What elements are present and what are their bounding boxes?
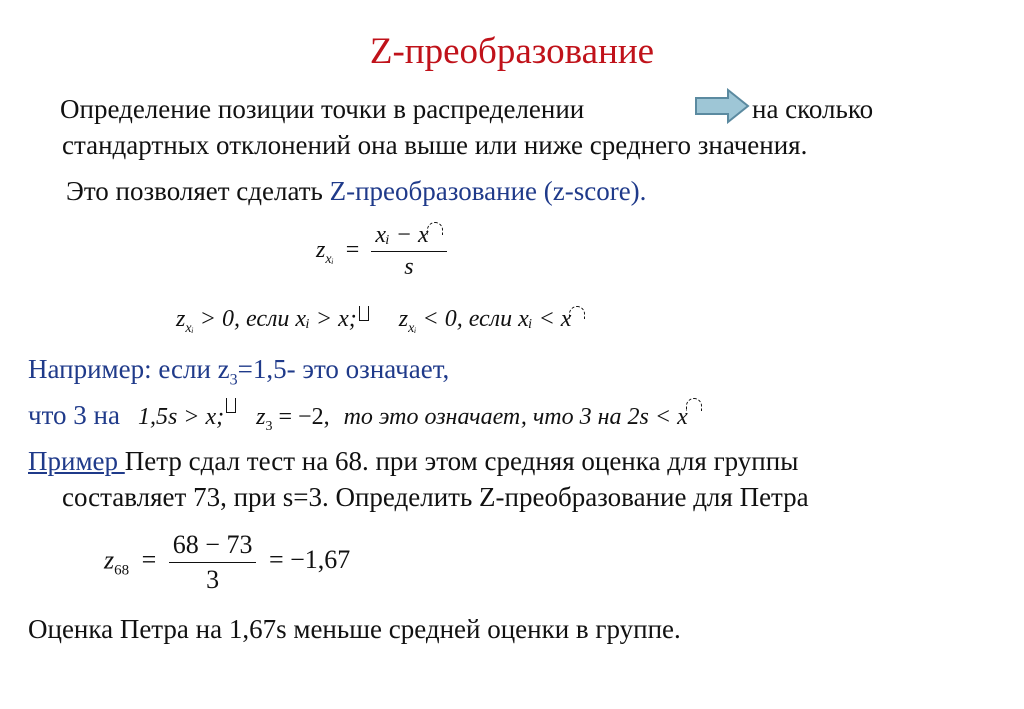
intro-line-1 — [60, 92, 584, 126]
formula-numerator-text: xᵢ − x — [375, 222, 429, 248]
example1-math2-sub: 3 — [265, 418, 273, 434]
formula-lhs-sub: xᵢ — [325, 251, 334, 267]
cond1-z: z — [176, 306, 186, 332]
example1-a: Например: если z — [28, 354, 230, 384]
formula-eq: = — [345, 237, 360, 264]
cond1-rest: > 0, если xᵢ > x; — [199, 306, 357, 332]
conditions-line — [176, 306, 585, 337]
formula2-eq: = — [141, 545, 157, 575]
example1-math1 — [138, 404, 236, 430]
mean-box-mark-2 — [226, 398, 236, 413]
formula2-result: = −1,67 — [268, 545, 351, 575]
formula2-lhs: z — [104, 545, 115, 575]
intro-line-1-b: на сколько — [752, 94, 874, 124]
formula-denominator: s — [404, 254, 414, 280]
example2-line-1 — [28, 444, 798, 478]
intro-line-3-a: Это позволяет сделать — [66, 176, 323, 206]
formula-lhs: z — [316, 237, 326, 264]
formula2-fraction — [169, 530, 257, 595]
example1-b: =1,5- это означает, — [237, 354, 450, 384]
cond1-sub: xᵢ — [185, 320, 194, 336]
intro-line-3-b: Z-преобразование (z-score). — [329, 176, 647, 206]
example1-math3 — [344, 404, 702, 430]
example1-math2 — [256, 404, 330, 434]
example1-math2-b: = −2, — [278, 404, 330, 430]
cond2-z: z — [398, 306, 409, 332]
intro-line-3 — [66, 174, 646, 208]
formula-z-score — [316, 222, 447, 281]
formula-z68 — [104, 530, 350, 595]
intro-line-1-a: Определение позиции точки в распределении — [60, 94, 585, 124]
formula-fraction — [371, 222, 446, 281]
mean-box-mark — [359, 306, 369, 321]
formula2-numerator: 68 − 73 — [169, 530, 257, 563]
mean-bar-mark — [427, 222, 443, 235]
example1-math2-z: z — [256, 404, 266, 430]
example1-line-1 — [28, 352, 449, 397]
cond2-rest: < 0, если xᵢ < x — [422, 306, 572, 332]
example1-sub: 3 — [229, 371, 238, 389]
example2-line-2: составляет 73, при s=3. Определить Z-преобразование для Петра — [62, 482, 809, 512]
conclusion: Оценка Петра на 1,67s меньше средней оценки в группе. — [28, 614, 681, 644]
formula2-sub: 68 — [114, 562, 130, 579]
mean-arc-mark — [569, 306, 585, 319]
example2-text-1: Петр сдал тест на 68. при этом средняя оценка для группы — [124, 446, 799, 476]
right-arrow-icon — [694, 88, 750, 124]
mean-arc-mark-2 — [686, 398, 702, 411]
formula-numerator — [371, 222, 446, 252]
example1-line-2 — [28, 398, 702, 435]
example2-label: Пример — [28, 446, 125, 476]
example1-math3-text: то это означает, что 3 на 2s < x — [343, 404, 688, 430]
example1-line2-a: что 3 на — [28, 400, 120, 430]
formula2-denominator: 3 — [206, 565, 220, 594]
intro-line-2: стандартных отклонений она выше или ниже среднего значения. — [62, 130, 808, 160]
cond2-sub: xᵢ — [408, 320, 417, 336]
slide-title: Z-преобразование — [369, 31, 655, 72]
example1-math1-text: 1,5s > x; — [137, 404, 225, 430]
